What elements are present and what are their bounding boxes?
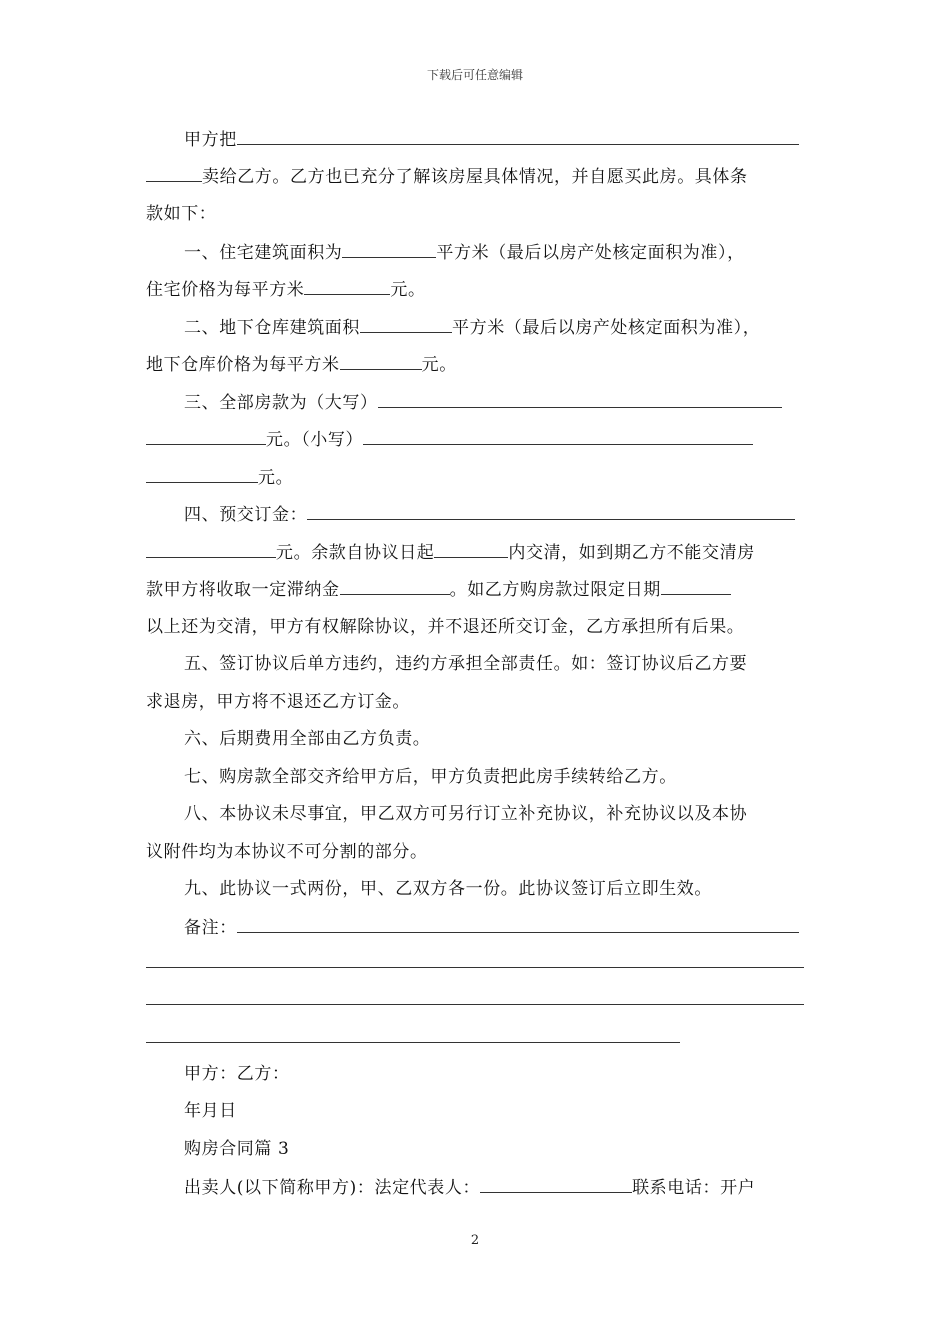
clause-5-line-1: 五、签订协议后单方违约，违约方承担全部责任。如：签订协议后乙方要: [184, 654, 748, 674]
blank-payment-period[interactable]: [434, 539, 508, 558]
blank-storage-price[interactable]: [340, 351, 422, 370]
clause-intro-line: [184, 126, 808, 152]
blank-property-address[interactable]: [237, 126, 799, 145]
clause-8-line-1: 八、本协议未尽事宜，甲乙双方可另行订立补充协议，补充协议以及本协: [184, 804, 748, 824]
text-seller-gives: 甲方把: [184, 130, 237, 150]
blank-late-fee[interactable]: [340, 576, 450, 595]
blank-residential-area[interactable]: [342, 239, 436, 258]
blank-remarks[interactable]: [237, 914, 799, 933]
page-header: 下载后可任意编辑: [426, 68, 523, 82]
clause-1-line-2: 住宅价格为每平方米 元。: [146, 276, 808, 302]
clause-4-line-3: 款甲方将收取一定滞纳金 。如乙方购房款过限定日期: [146, 576, 808, 602]
clause-6: 六、后期费用全部由乙方负责。: [184, 729, 431, 749]
clause-5-line-2: 求退房，甲方将不退还乙方订金。: [146, 692, 410, 712]
clause-intro-line-3: 款如下：: [146, 204, 217, 224]
remarks-rule-1[interactable]: [146, 967, 804, 968]
page-number: 2: [470, 1233, 480, 1248]
blank-deposit[interactable]: [307, 501, 795, 520]
clause-4-line-2: 元。余款自协议日起 内交清，如到期乙方不能交清房: [146, 539, 808, 565]
signature-parties: 甲方：乙方：: [184, 1064, 290, 1084]
blank-deposit-cont[interactable]: [146, 539, 276, 558]
clause-3-line-3: 元。: [146, 464, 808, 490]
clause-8-line-2: 议附件均为本协议不可分割的部分。: [146, 842, 428, 862]
clause-1-line-1: 一、住宅建筑面积为 平方米（最后以房产处核定面积为准），: [184, 239, 808, 265]
blank-total-lowercase-cont[interactable]: [146, 464, 258, 483]
seller-info-line: 出卖人(以下简称甲方)：法定代表人： 联系电话：开户: [184, 1174, 808, 1200]
clause-intro-line-2: 卖给乙方。乙方也已充分了解该房屋具体情况，并自愿买此房。具体条: [146, 163, 808, 189]
blank-total-uppercase[interactable]: [378, 389, 782, 408]
clause-2-line-2: 地下仓库价格为每平方米 元。: [146, 351, 808, 377]
clause-4-line-1: 四、预交订金：: [184, 501, 808, 527]
clause-3-line-2: 元。（小写）: [146, 426, 808, 452]
clause-4-line-4: 以上还为交清，甲方有权解除协议，并不退还所交订金，乙方承担所有后果。: [146, 617, 745, 637]
blank-storage-area[interactable]: [360, 314, 452, 333]
clause-3-line-1: 三、全部房款为（大写）: [184, 389, 808, 415]
clause-2-line-1: 二、地下仓库建筑面积 平方米（最后以房产处核定面积为准），: [184, 314, 808, 340]
section-title: 购房合同篇 3: [184, 1139, 290, 1159]
clause-9: 九、此协议一式两份，甲、乙双方各一份。此协议签订后立即生效。: [184, 879, 712, 899]
blank-total-uppercase-cont[interactable]: [146, 426, 266, 445]
blank-total-lowercase[interactable]: [363, 426, 753, 445]
signature-date: 年月日: [184, 1101, 237, 1121]
remarks-rule-3[interactable]: [146, 1042, 680, 1043]
clause-7: 七、购房款全部交齐给甲方后，甲方负责把此房手续转给乙方。: [184, 767, 677, 787]
blank-legal-rep[interactable]: [480, 1174, 632, 1193]
blank-property-address-cont[interactable]: [146, 163, 202, 182]
blank-deadline[interactable]: [661, 576, 731, 595]
remarks-line: 备注：: [184, 914, 808, 940]
remarks-rule-2[interactable]: [146, 1004, 804, 1005]
blank-residential-price[interactable]: [304, 276, 390, 295]
